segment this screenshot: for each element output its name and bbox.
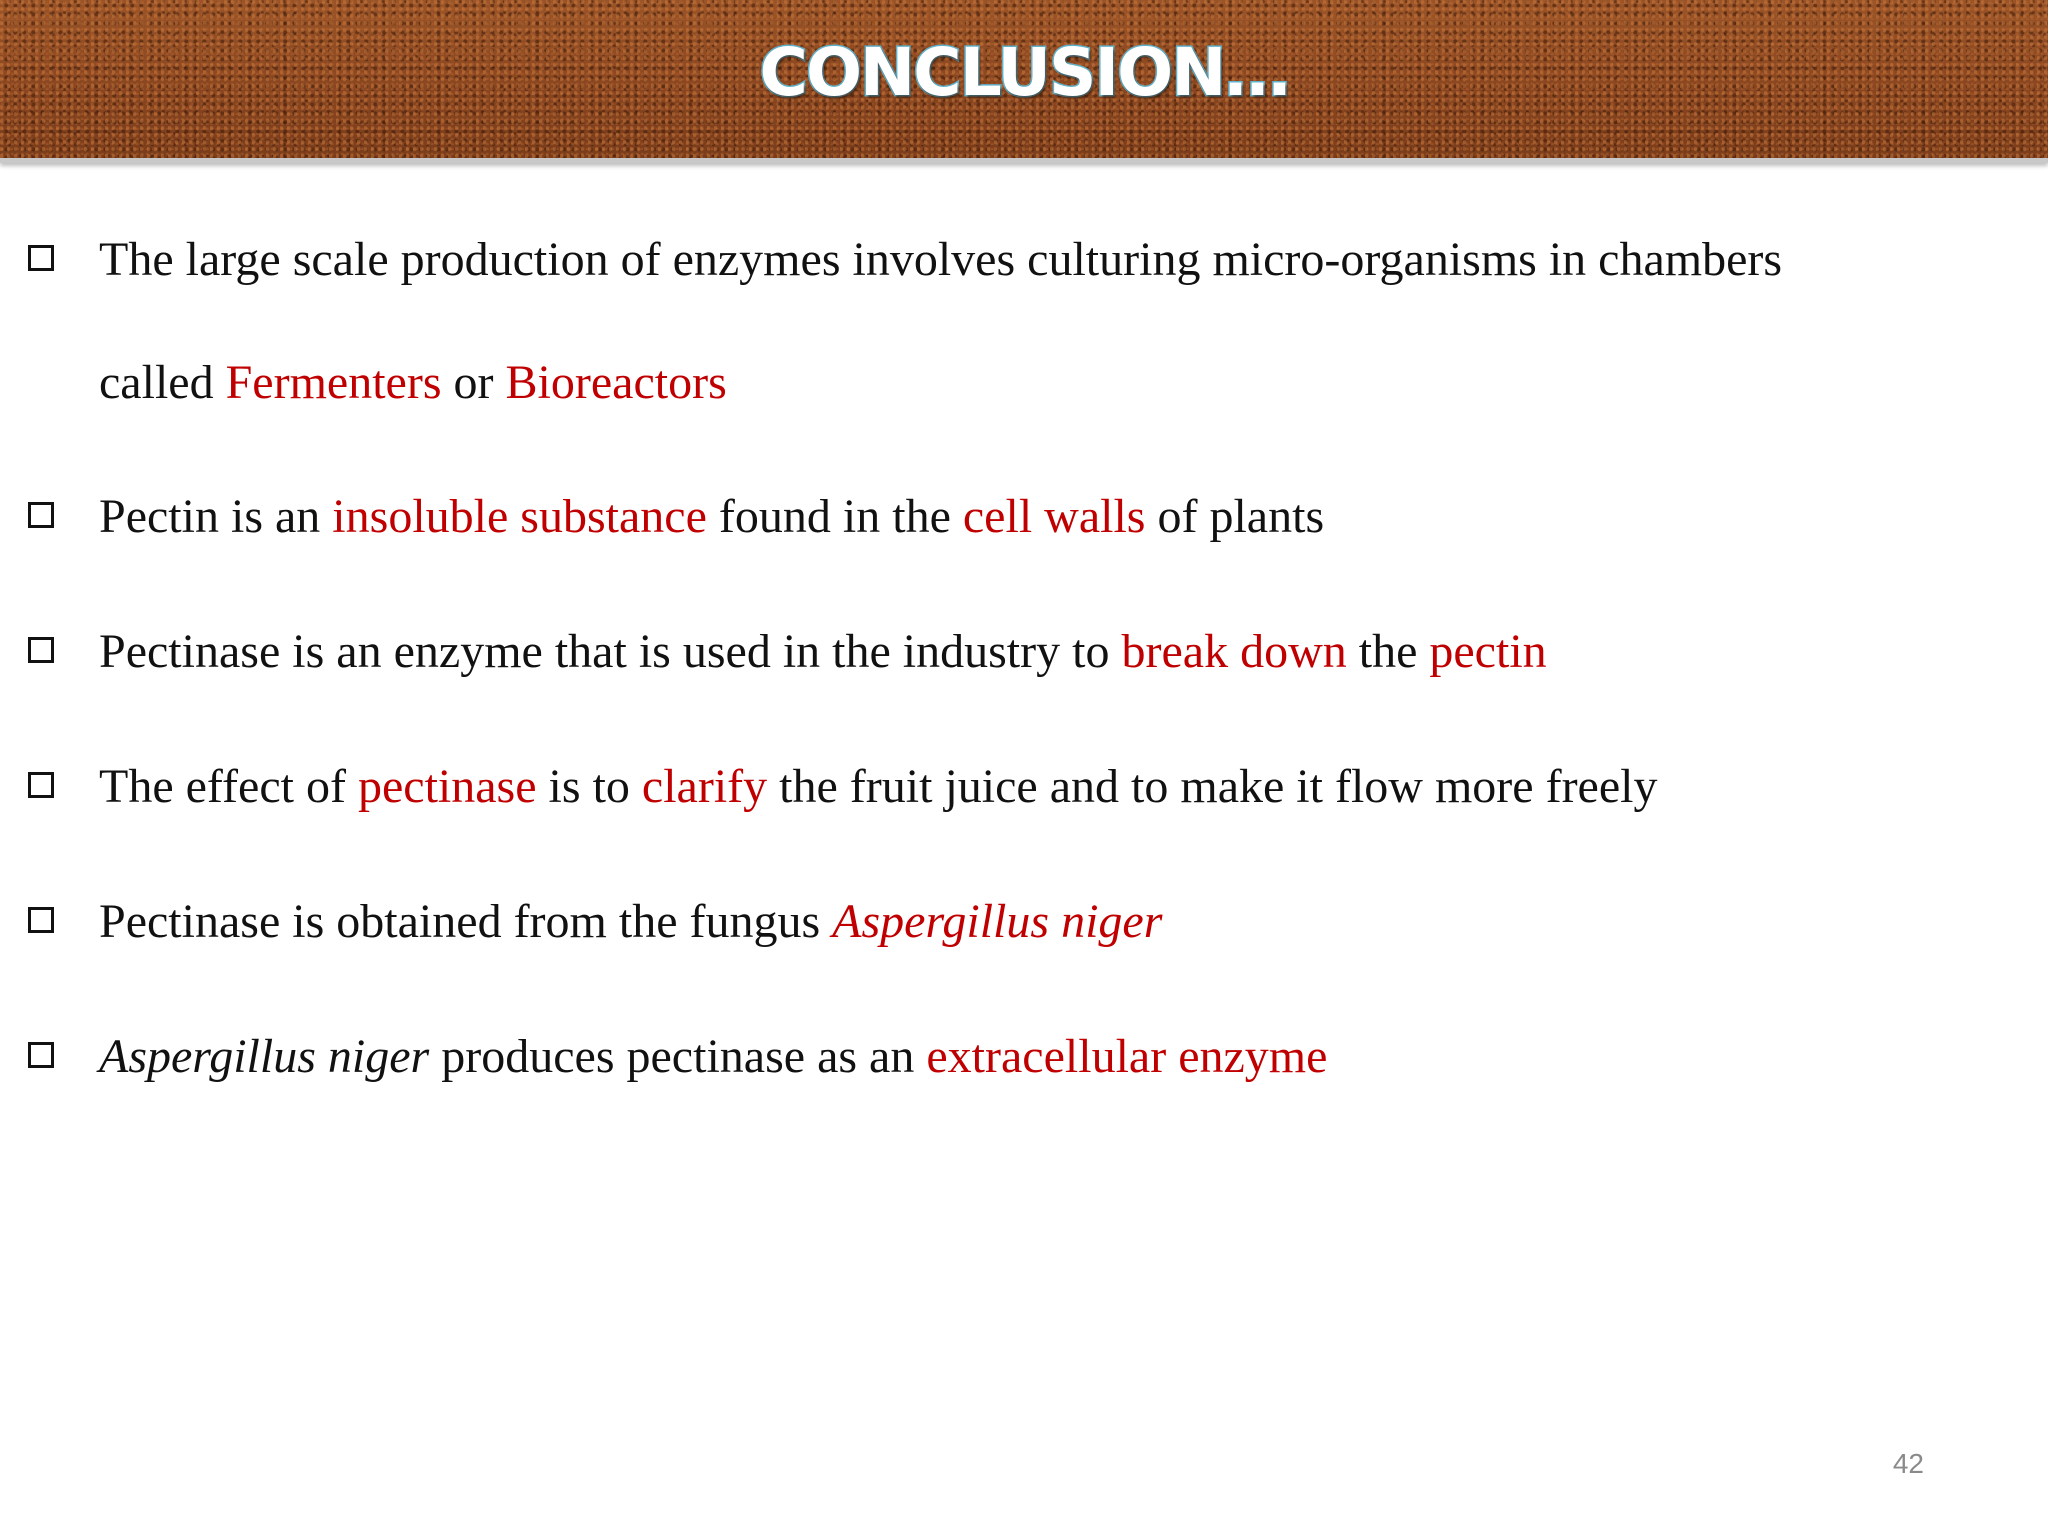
highlight-species-name: Aspergillus niger (832, 895, 1163, 948)
hollow-square-bullet-icon (28, 245, 54, 271)
header-banner (0, 0, 2048, 163)
text-segment: The effect of (99, 760, 358, 813)
text-segment: found in the (706, 490, 963, 543)
highlight-term: cell walls (962, 490, 1146, 543)
bullet-text (99, 233, 1783, 286)
bullet-text-continuation (99, 356, 727, 409)
hollow-square-bullet-icon (28, 502, 54, 528)
bullet-text (99, 760, 1658, 813)
page-number: 42 (1892, 1448, 1924, 1479)
bullet-text (99, 625, 1547, 678)
highlight-term: pectinase (357, 760, 537, 813)
bullet-text (99, 895, 1163, 948)
text-segment: Pectin is an (99, 490, 333, 543)
bullet-text (99, 490, 1325, 543)
text-segment: produces pectinase as an (429, 1030, 927, 1083)
slide-title: CONCLUSION… (759, 34, 1289, 111)
text-segment: the (1346, 625, 1430, 678)
text-segment: Pectinase is obtained from the fungus (99, 895, 833, 948)
hollow-square-bullet-icon (28, 772, 54, 798)
highlight-term: clarify (641, 760, 768, 813)
hollow-square-bullet-icon (28, 1042, 54, 1068)
species-name: Aspergillus niger (99, 1030, 430, 1083)
highlight-term: extracellular enzyme (926, 1030, 1328, 1083)
highlight-term: insoluble substance (332, 490, 707, 543)
bullet-text (99, 1030, 1328, 1083)
highlight-term: pectin (1429, 625, 1547, 678)
text-segment: the fruit juice and to make it flow more freely (767, 760, 1658, 813)
hollow-square-bullet-icon (28, 907, 54, 933)
text-segment: Pectinase is an enzyme that is used in the industry to (99, 625, 1122, 678)
text-segment: of plants (1145, 490, 1325, 543)
text-segment: called (99, 356, 226, 409)
text-segment: The large scale production of enzymes involves culturing micro-organisms in chambers (99, 233, 1783, 286)
text-segment: is to (536, 760, 642, 813)
highlight-term: Bioreactors (505, 356, 727, 409)
highlight-term: Fermenters (225, 356, 442, 409)
highlight-term: break down (1121, 625, 1347, 678)
text-segment: or (441, 356, 506, 409)
hollow-square-bullet-icon (28, 637, 54, 663)
